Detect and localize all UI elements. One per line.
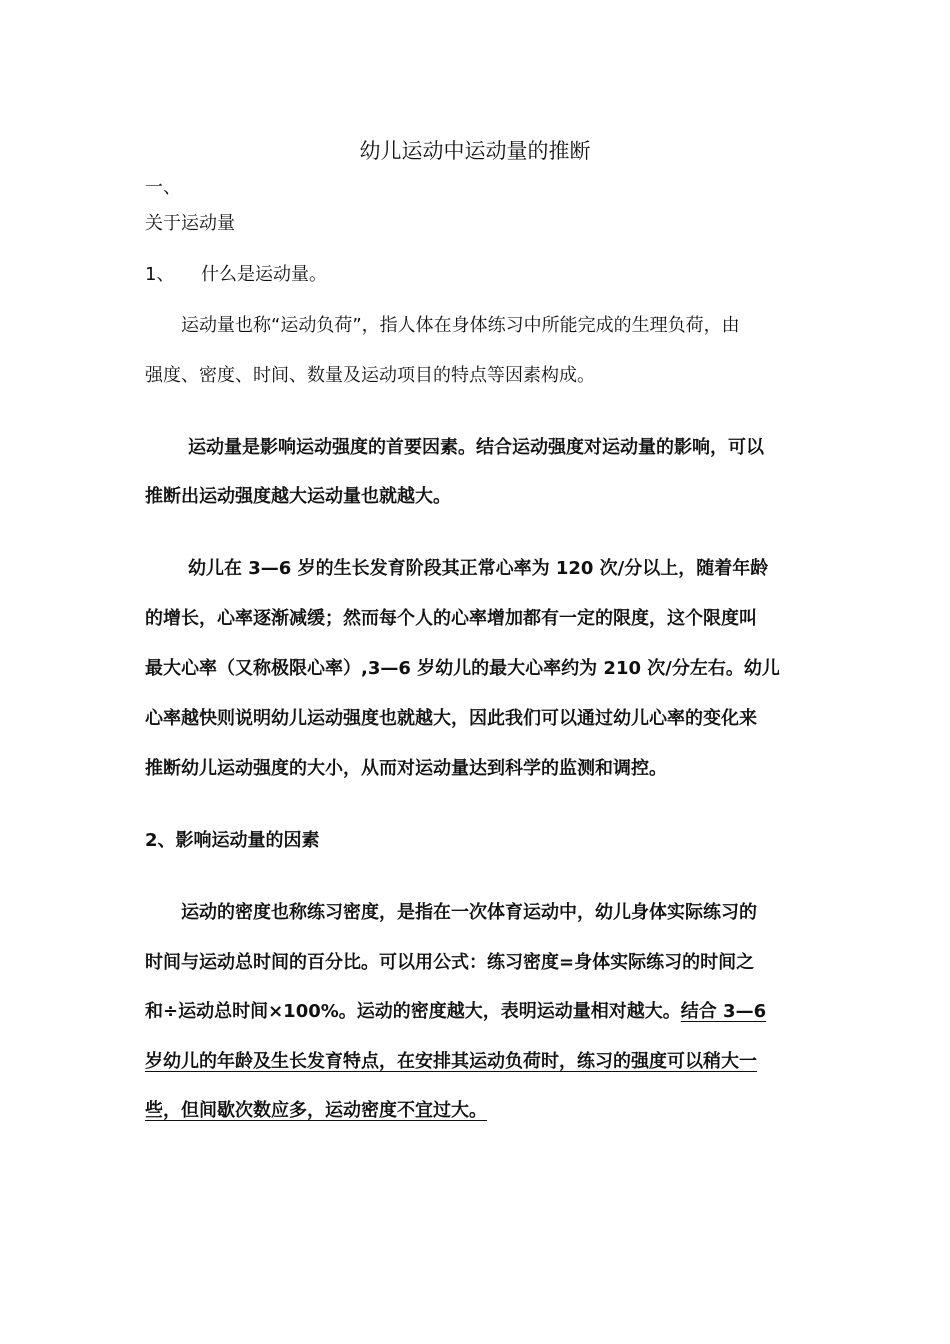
paragraph-4-line-1: 运动的密度也称练习密度，是指在一次体育运动中，幼儿身体实际练习的	[181, 902, 757, 923]
item-2-heading: 2、影响运动量的因素	[145, 830, 320, 851]
paragraph-4-line-3-underlined: 结合 3—6	[680, 1001, 767, 1022]
item-1-heading: 什么是运动量。	[201, 264, 327, 285]
paragraph-4-line-4: 岁幼儿的年龄及生长发育特点，在安排其运动负荷时，练习的强度可以稍大一	[145, 1051, 757, 1072]
section-heading: 关于运动量	[145, 213, 235, 234]
paragraph-2-line-2: 推断出运动强度越大运动量也就越大。	[145, 486, 451, 507]
paragraph-2-line-1: 运动量是影响运动强度的首要因素。结合运动强度对运动量的影响，可以	[188, 437, 764, 458]
paragraph-4-line-5: 些，但间歇次数应多，运动密度不宜过大。	[145, 1100, 487, 1121]
paragraph-4-line-3-plain: 和÷运动总时间×100%。运动的密度越大，表明运动量相对越大。	[145, 1001, 681, 1022]
item-1-number: 1、	[145, 264, 175, 285]
document-title: 幼儿运动中运动量的推断	[359, 139, 591, 163]
paragraph-3-line-2: 的增长，心率逐渐减缓；然而每个人的心率增加都有一定的限度，这个限度叫	[145, 608, 757, 629]
paragraph-4-line-2: 时间与运动总时间的百分比。可以用公式：练习密度=身体实际练习的时间之	[145, 952, 755, 973]
paragraph-3-line-4: 心率越快则说明幼儿运动强度也就越大，因此我们可以通过幼儿心率的变化来	[145, 708, 757, 729]
paragraph-3-line-1: 幼儿在 3—6 岁的生长发育阶段其正常心率为 120 次/分以上，随着年龄	[188, 558, 769, 579]
paragraph-1-line-2: 强度、密度、时间、数量及运动项目的特点等因素构成。	[145, 365, 595, 386]
paragraph-3-line-3: 最大心率（又称极限心率）,3—6 岁幼儿的最大心率约为 210 次/分左右。幼儿	[145, 658, 780, 679]
section-marker: 一、	[145, 177, 181, 198]
paragraph-3-line-5: 推断幼儿运动强度的大小，从而对运动量达到科学的监测和调控。	[145, 758, 667, 779]
paragraph-4-line-3	[145, 1000, 766, 1024]
paragraph-1-line-1: 运动量也称“运动负荷”，指人体在身体练习中所能完成的生理负荷，由	[181, 315, 740, 336]
